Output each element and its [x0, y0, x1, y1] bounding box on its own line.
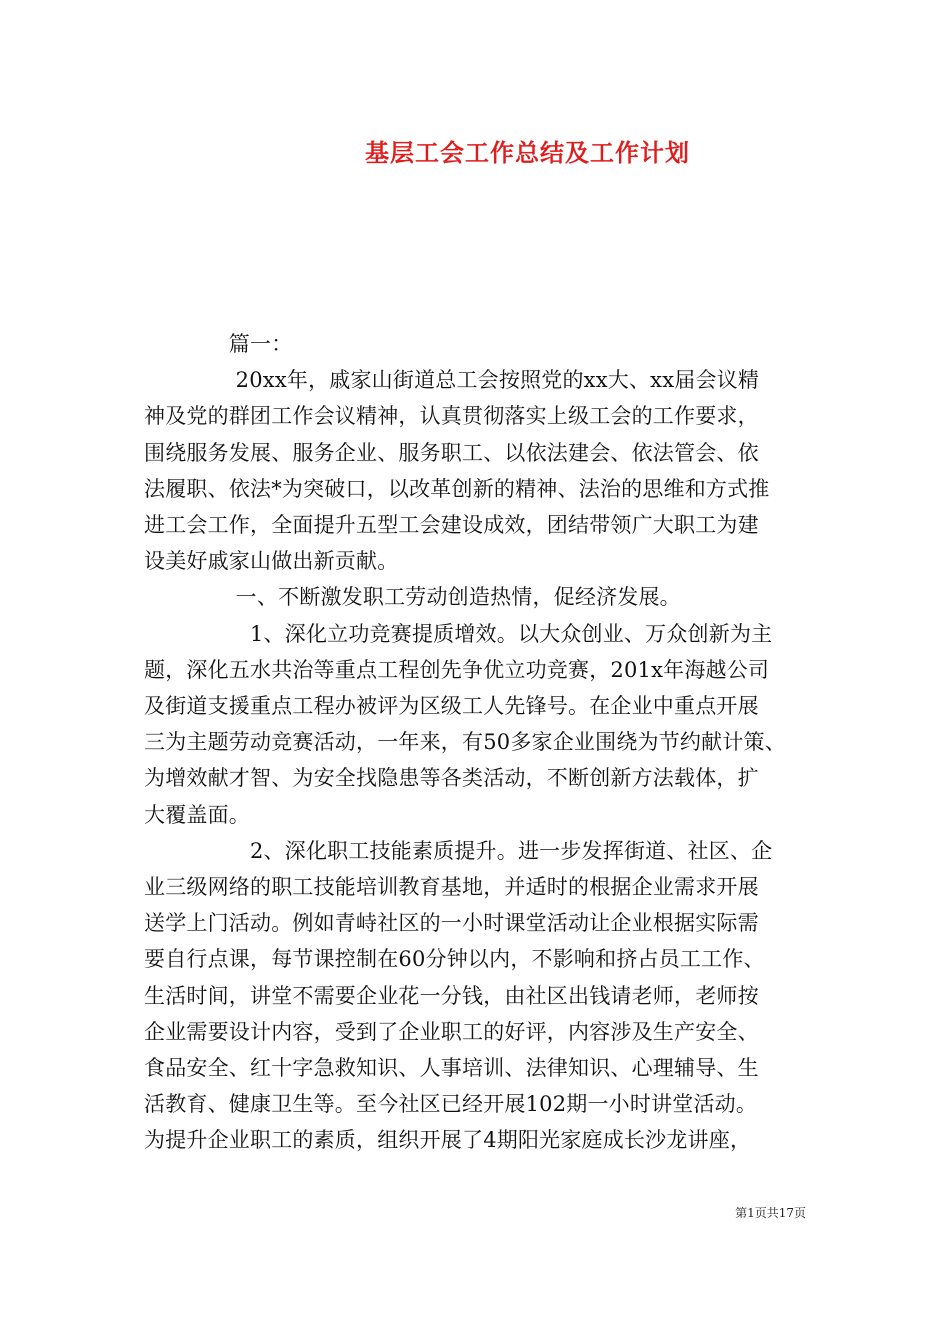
body-line: 食品安全、红十字急救知识、人事培训、法律知识、心理辅导、生	[144, 1056, 759, 1081]
document-body	[144, 326, 809, 1159]
body-line: 三为主题劳动竞赛活动，一年来，有50多家企业围绕为节约献计策、	[144, 730, 786, 755]
body-line: 生活时间，讲堂不需要企业花一分钱，由社区出钱请老师，老师按	[144, 983, 759, 1008]
body-line: 企业需要设计内容，受到了企业职工的好评，内容涉及生产安全、	[144, 1019, 759, 1044]
body-line: 业三级网络的职工技能培训教育基地，并适时的根据企业需求开展	[144, 875, 759, 900]
body-line: 进工会工作，全面提升五型工会建设成效，团结带领广大职工为建	[144, 513, 759, 538]
body-line: 2、深化职工技能素质提升。进一步发挥街道、社区、企	[144, 838, 773, 863]
body-line: 送学上门活动。例如青峙社区的一小时课堂活动让企业根据实际需	[144, 911, 759, 936]
body-line: 篇一：	[144, 332, 293, 356]
body-line: 法履职、依法*为突破口，以改革创新的精神、法治的思维和方式推	[144, 476, 770, 501]
document-title: 基层工会工作总结及工作计划	[365, 138, 690, 167]
body-line: 题，深化五水共治等重点工程创先争优立功竞赛，201x年海越公司	[144, 657, 770, 682]
body-line: 一、不断激发职工劳动创造热情，促经济发展。	[144, 585, 681, 610]
body-line: 活教育、健康卫生等。至今社区已经开展102期一小时讲堂活动。	[144, 1092, 758, 1117]
body-line: 为增效献才智、为安全找隐患等各类活动，不断创新方法载体，扩	[144, 766, 759, 791]
body-line: 1、深化立功竞赛提质增效。以大众创业、万众创新为主	[144, 621, 773, 646]
page-number-footer: 第1页共17页	[735, 1206, 806, 1220]
body-line: 及街道支援重点工程办被评为区级工人先锋号。在企业中重点开展	[144, 694, 759, 719]
body-line: 为提升企业职工的素质，组织开展了4期阳光家庭成长沙龙讲座，	[144, 1128, 752, 1153]
body-line: 围绕服务发展、服务企业、服务职工、以依法建会、依法管会、依	[144, 440, 759, 465]
body-line: 大覆盖面。	[144, 802, 250, 827]
body-line: 20xx年，戚家山街道总工会按照党的xx大、xx届会议精	[144, 368, 760, 393]
body-line: 神及党的群团工作会议精神，认真贯彻落实上级工会的工作要求，	[144, 404, 759, 429]
body-line: 设美好戚家山做出新贡献。	[144, 549, 399, 574]
body-line: 要自行点课，每节课控制在60分钟以内，不影响和挤占员工工作、	[144, 947, 765, 972]
